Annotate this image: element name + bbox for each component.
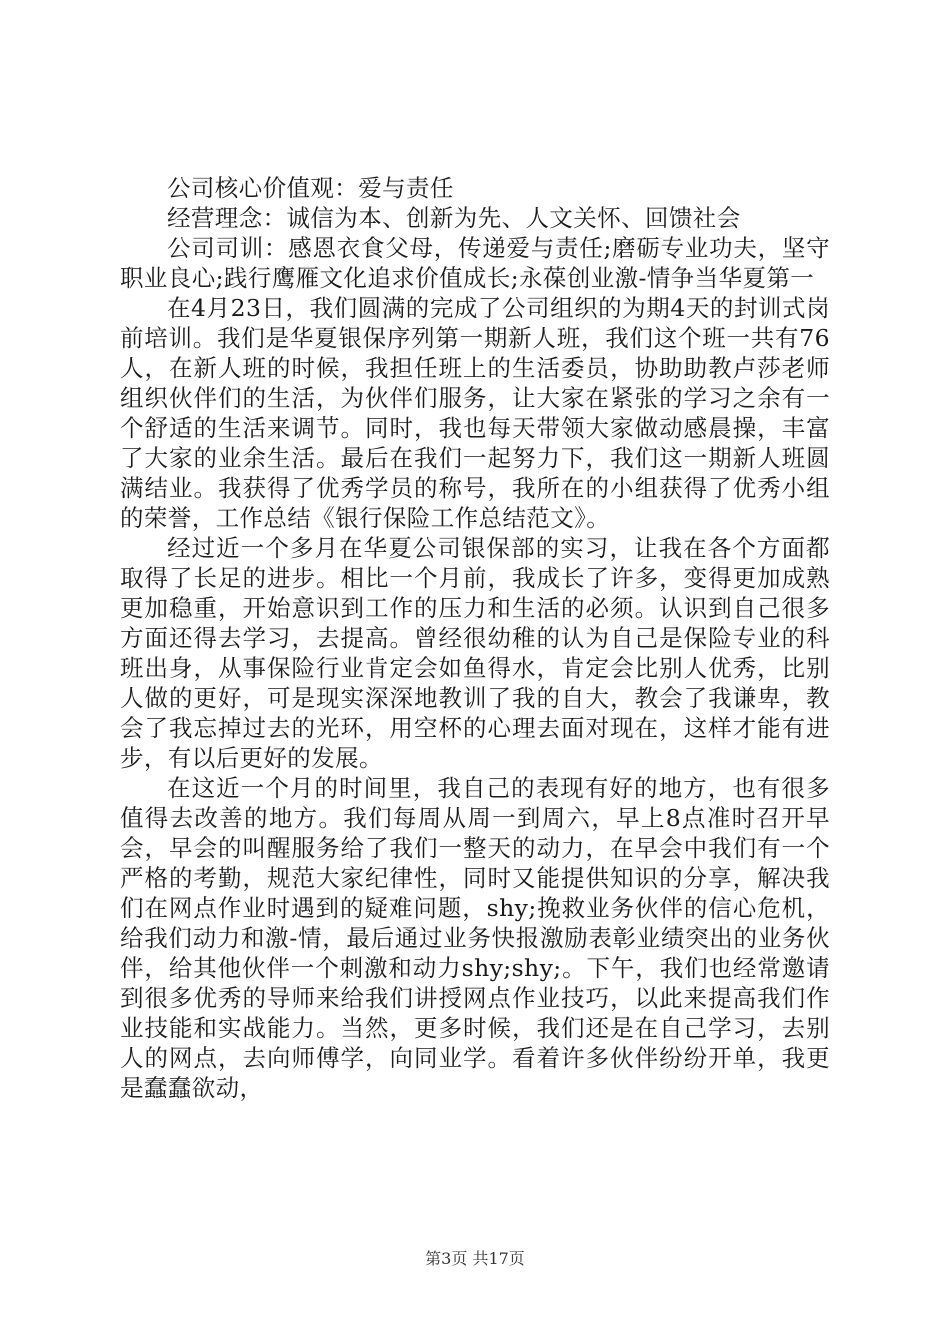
document-body [120,173,830,1103]
paragraph-company-motto: 公司司训：感恩衣食父母，传递爱与责任;磨砺专业功夫，坚守职业良心;践行鹰雁文化追求价值成长;永葆创业激-情争当华夏第一 [120,234,830,292]
paragraph-business-philosophy: 经营理念：诚信为本、创新为先、人文关怀、回馈社会 [167,204,741,232]
paragraph-internship-progress: 经过近一个多月在华夏公司银保部的实习，让我在各个方面都取得了长足的进步。相比一个月前，我成长了许多，变得更加成熟更加稳重，开始意识到工作的压力和生活的必须。认识到自己很多方面还得去学习，去提高。曾经很幼稚的认为自己是保险专业的科班出身，从事保险行业肯定会如鱼得水，肯定会比别人优秀，比别人做的更好，可是现实深深地教训了我的自大，教会了我谦卑，教会了我忘掉过去的光环，用空杯的心理去面对现在，这样才能有进步，有以后更好的发展。 [120,534,830,772]
paragraph-core-values: 公司核心价值观：爱与责任 [167,174,454,202]
paragraph-daily-routine: 在这近一个月的时间里，我自己的表现有好的地方，也有很多值得去改善的地方。我们每周从周一到周六，早上8点准时召开早会，早会的叫醒服务给了我们一整天的动力，在早会中我们有一个严格的考勤，规范大家纪律性，同时又能提供知识的分享，解决我们在网点作业时遇到的疑难问题，shy;挽救业务伙伴的信心危机，给我们动力和激-情，最后通过业务快报激励表彰业绩突出的业务伙伴，给其他伙伴一个刺激和动力shy;shy;。下午，我们也经常邀请到很多优秀的导师来给我们讲授网点作业技巧，以此来提高我们作业技能和实战能力。当然，更多时候，我们还是在自己学习，去别人的网点，去向师傅学，向同业学。看着许多伙伴纷纷开单，我更是蠢蠢欲动， [120,774,830,1102]
paragraph-training: 在4月23日，我们圆满的完成了公司组织的为期4天的封训式岗前培训。我们是华夏银保序列第一期新人班，我们这个班一共有76人，在新人班的时候，我担任班上的生活委员，协助助教卢莎老师组织伙伴们的生活，为伙伴们服务，让大家在紧张的学习之余有一个舒适的生活来调节。同时，我也每天带领大家做动感晨操，丰富了大家的业余生活。最后在我们一起努力下，我们这一期新人班圆满结业。我获得了优秀学员的称号，我所在的小组获得了优秀小组的荣誉，工作总结《银行保险工作总结范文》。 [120,294,830,532]
page-number-footer: 第3页 共17页 [425,1249,525,1268]
